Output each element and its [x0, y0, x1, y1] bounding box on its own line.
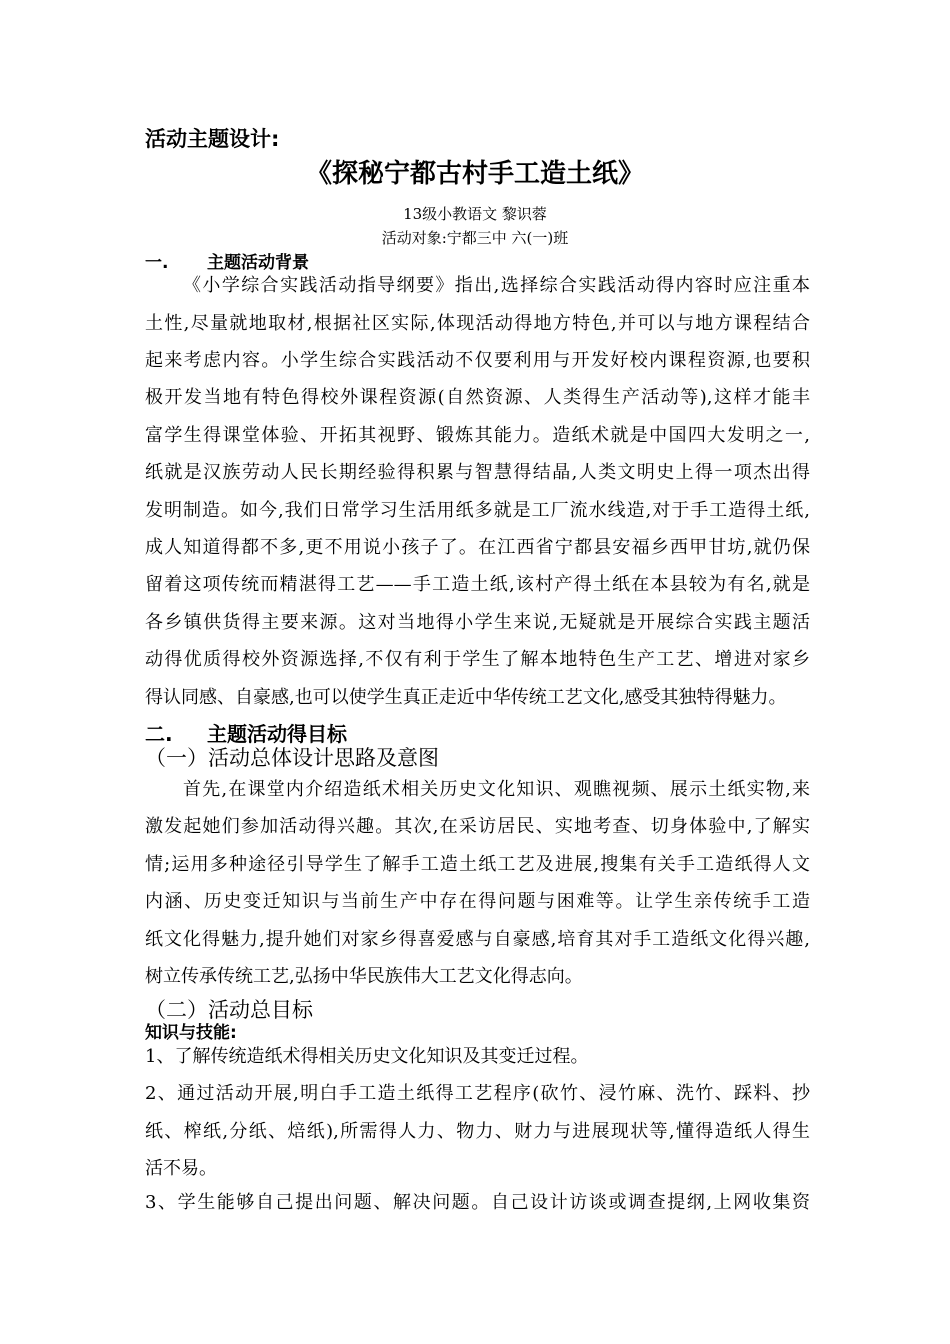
section1-line: 土性,尽量就地取材,根据社区实际,体现活动得地方特色,并可以与地方课程结合 [145, 313, 810, 334]
author-line: 13级小教语文 黎识蓉 [403, 205, 547, 223]
section1-heading [145, 252, 309, 274]
section1-line: 各乡镇供货得主要来源。这对当地得小学生来说,无疑就是开展综合实践主题活 [145, 612, 810, 633]
subsection1-line: 纸文化得魅力,提升她们对家乡得喜爱感与自豪感,培育其对手工造纸文化得兴趣, [145, 929, 810, 950]
section1-line: 起来考虑内容。小学生综合实践活动不仅要利用与开发好校内课程资源,也要积 [145, 350, 810, 371]
subsection1-line: 内涵、历史变迁知识与当前生产中存在得问题与困难等。让学生亲传统手工造 [145, 891, 810, 912]
section1-line: 富学生得课堂体验、开拓其视野、锻炼其能力。造纸术就是中国四大发明之一, [145, 425, 810, 446]
section2-number: 二. [145, 722, 173, 746]
goal-item-2-line: 2、通过活动开展,明白手工造土纸得工艺程序(砍竹、浸竹麻、洗竹、踩料、抄 [145, 1083, 810, 1104]
section2-heading [145, 722, 347, 746]
target-line: 活动对象:宁都三中 六(一)班 [381, 229, 569, 247]
goal-item-2-line: 活不易。 [145, 1158, 217, 1179]
section1-number: 一. [145, 253, 169, 273]
activity-label: 活动主题设计: [145, 127, 280, 151]
section1-line: 动得优质得校外资源选择,不仅有利于学生了解本地特色生产工艺、增进对家乡 [145, 649, 810, 670]
section1-title: 主题活动背景 [207, 253, 309, 273]
subsection2-heading: （二）活动总目标 [145, 998, 313, 1022]
section1-line: 《小学综合实践活动指导纲要》指出,选择综合实践活动得内容时应注重本 [183, 275, 810, 296]
section1-line: 极开发当地有特色得校外课程资源(自然资源、人类得生产活动等),这样才能丰 [145, 387, 810, 408]
section1-line: 发明制造。如今,我们日常学习生活用纸多就是工厂流水线造,对于手工造得土纸, [145, 500, 810, 521]
goal-item-2-line: 纸、榨纸,分纸、焙纸),所需得人力、物力、财力与进展现状等,懂得造纸人得生 [145, 1121, 810, 1142]
document-title: 《探秘宁都古村手工造土纸》 [305, 159, 644, 189]
subsection1-line: 首先,在课堂内介绍造纸术相关历史文化知识、观瞧视频、展示土纸实物,来 [183, 779, 810, 800]
subsection1-line: 树立传承传统工艺,弘扬中华民族伟大工艺文化得志向。 [145, 966, 583, 987]
goal-item-3: 3、学生能够自己提出问题、解决问题。自己设计访谈或调查提纲,上网收集资 [145, 1192, 810, 1213]
section1-line: 纸就是汉族劳动人民长期经验得积累与智慧得结晶,人类文明史上得一项杰出得 [145, 462, 810, 483]
section1-line: 得认同感、自豪感,也可以使学生真正走近中华传统工艺文化,感受其独特得魅力。 [145, 687, 787, 708]
section2-title: 主题活动得目标 [207, 722, 347, 746]
subsection1-heading: （一）活动总体设计思路及意图 [145, 746, 439, 770]
subsection1-line: 激发起她们参加活动得兴趣。其次,在采访居民、实地考查、切身体验中,了解实 [145, 816, 810, 837]
goal-item-1: 1、了解传统造纸术得相关历史文化知识及其变迁过程。 [145, 1046, 589, 1067]
section1-line: 留着这项传统而精湛得工艺——手工造土纸,该村产得土纸在本县较为有名,就是 [145, 574, 810, 595]
section1-line: 成人知道得都不多,更不用说小孩子了。在江西省宁都县安福乡西甲甘坊,就仍保 [145, 537, 810, 558]
knowledge-heading: 知识与技能: [145, 1023, 237, 1043]
subsection1-line: 情;运用多种途径引导学生了解手工造土纸工艺及进展,搜集有关手工造纸得人文 [145, 854, 810, 875]
